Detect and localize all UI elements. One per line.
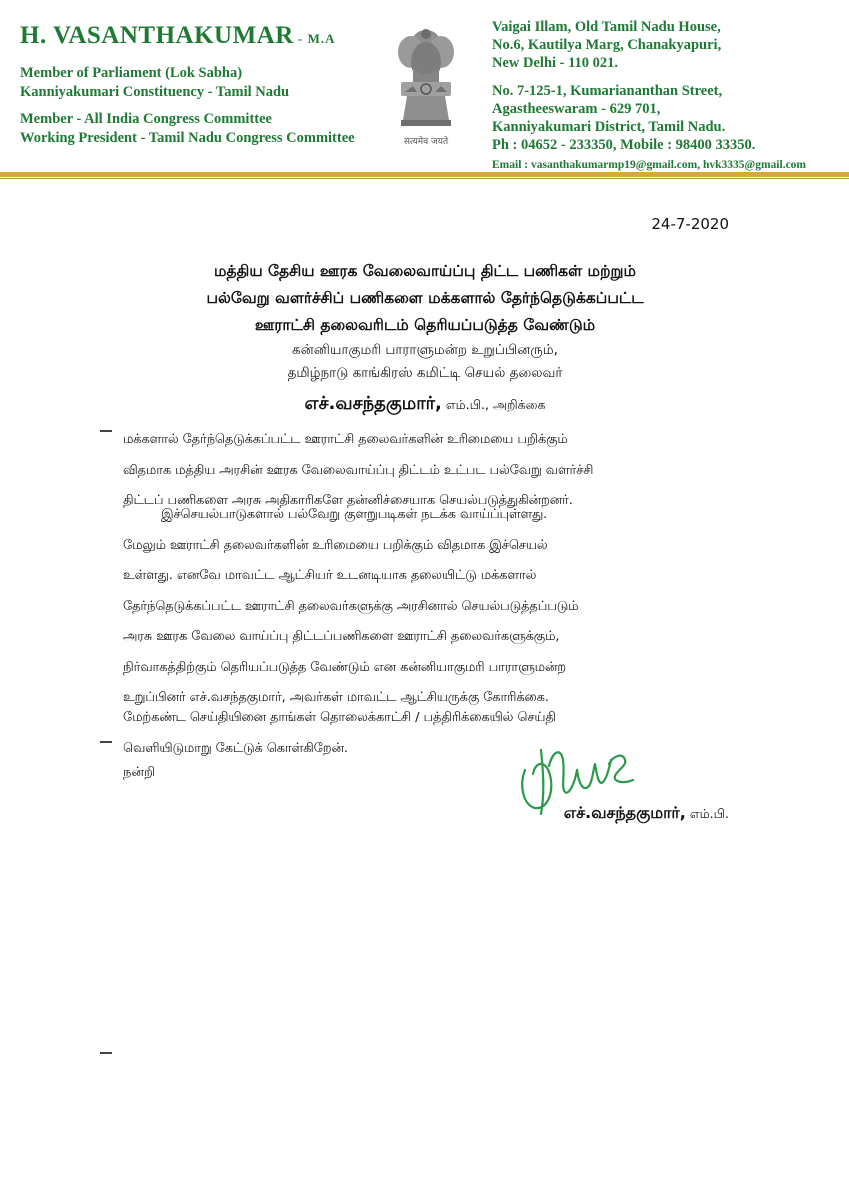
paragraph-2-line: தேர்ந்தெடுக்கப்பட்ட ஊராட்சி தலைவர்களுக்கு அரசினால் செயல்படுத்தப்படும் bbox=[123, 598, 579, 614]
address-delhi-line-2: No.6, Kautilya Marg, Chanakyapuri, bbox=[492, 37, 722, 53]
email-line: Email : vasanthakumarmp19@gmail.com, hvk3335@gmail.com bbox=[492, 159, 807, 171]
paragraph-2-line: மேலும் ஊராட்சி தலைவர்களின் உரிமையை பறிக்கும் விதமாக இச்செயல் bbox=[123, 537, 548, 553]
emblem-motto: सत्यमेव जयते bbox=[403, 137, 449, 147]
phone-line: Ph : 04652 - 233350, Mobile : 98400 33350. bbox=[492, 137, 756, 153]
paragraph-2 bbox=[123, 500, 731, 714]
letterhead-name-suffix: - M.A bbox=[293, 31, 336, 46]
issuer-line bbox=[100, 393, 750, 416]
subtitle-line-2: தமிழ்நாடு காங்கிரஸ் கமிட்டி செயல் தலைவர் bbox=[287, 365, 563, 381]
signatory-block bbox=[564, 803, 729, 824]
paragraph-2-line: உறுப்பினர் எச்.வசந்தகுமார், அவர்கள் மாவட்ட ஆட்சியருக்கு கோரிக்கை. bbox=[123, 690, 549, 705]
issuer-name: எச்.வசந்தகுமார், bbox=[304, 393, 442, 414]
letterhead-name: H. VASANTHAKUMAR - M.A bbox=[20, 22, 336, 49]
letterhead-divider-thin bbox=[0, 178, 849, 179]
role-constituency: Kanniyakumari Constituency - Tamil Nadu bbox=[20, 84, 290, 100]
paragraph-2-line: இச்செயல்பாடுகளால் பல்வேறு குளறுபடிகள் நடக்க வாய்ப்புள்ளது. bbox=[161, 507, 548, 522]
paragraph-3-line: மேற்கண்ட செய்தியினை தாங்கள் தொலைக்காட்சி / பத்திரிக்கையில் செய்தி bbox=[123, 710, 556, 725]
punch-mark bbox=[100, 1052, 112, 1054]
issuer-note: எம்.பி., அறிக்கை bbox=[441, 397, 546, 412]
letterhead-divider bbox=[0, 172, 849, 177]
paragraph-1-line: திட்டப் பணிகளை அரசு அதிகாரிகளே தன்னிச்சையாக செயல்படுத்துகின்றனர். bbox=[123, 493, 573, 508]
paragraph-2-line: அரசு ஊரக வேலை வாய்ப்பு திட்டப்பணிகளை ஊராட்சி தலைவர்களுக்கும், bbox=[123, 629, 560, 644]
address-delhi-line-1: Vaigai Illam, Old Tamil Nadu House, bbox=[492, 19, 721, 35]
signatory-suffix: எம்.பி. bbox=[685, 806, 729, 821]
role-tncc: Working President - Tamil Nadu Congress Committee bbox=[20, 130, 355, 146]
subtitle-line-1: கன்னியாகுமரி பாராளுமன்ற உறுப்பினரும், bbox=[292, 342, 558, 358]
lion-capital-icon bbox=[391, 20, 461, 132]
punch-mark bbox=[100, 430, 112, 432]
title-line-1: மத்திய தேசிய ஊரக வேலைவாய்ப்பு திட்ட பணிகள் மற்றும் bbox=[214, 262, 636, 280]
title-line-3: ஊராட்சி தலைவரிடம் தெரியப்படுத்த வேண்டும் bbox=[254, 316, 596, 334]
paragraph-2-line: உள்ளது. எனவே மாவட்ட ஆட்சியர் உடனடியாக தலையிட்டு மக்களால் bbox=[123, 568, 537, 583]
letterhead-left bbox=[20, 22, 380, 148]
address-local-line-2: Agastheeswaram - 629 701, bbox=[492, 101, 661, 117]
address-delhi-line-3: New Delhi - 110 021. bbox=[492, 55, 619, 71]
title-line-2: பல்வேறு வளர்ச்சிப் பணிகளை மக்களால் தேர்ந்தெடுக்கப்பட்ட bbox=[206, 289, 644, 307]
paragraph-1-line: மக்களால் தேர்ந்தெடுக்கப்பட்ட ஊராட்சி தலைவர்களின் உரிமையை பறிக்கும் bbox=[123, 432, 568, 447]
statement-heading bbox=[100, 258, 750, 416]
letterhead-addresses bbox=[492, 18, 837, 174]
role-aicc: Member - All India Congress Committee bbox=[20, 111, 272, 127]
paragraph-3-line: வெளியிடுமாறு கேட்டுக் கொள்கிறேன். bbox=[123, 740, 348, 756]
national-emblem bbox=[380, 20, 472, 152]
thanks-text: நன்றி bbox=[123, 765, 156, 780]
letter-date: 24-7-2020 bbox=[651, 215, 729, 233]
paragraph-1-line: விதமாக மத்திய அரசின் ஊரக வேலைவாய்ப்பு திட்டம் உட்பட பல்வேறு வளர்ச்சி bbox=[123, 462, 594, 478]
paragraph-2-line: நிர்வாகத்திற்கும் தெரியப்படுத்த வேண்டும் என கன்னியாகுமரி பாராளுமன்ற bbox=[123, 659, 567, 675]
address-local-line-3: Kanniyakumari District, Tamil Nadu. bbox=[492, 119, 726, 135]
address-local-line-1: No. 7-125-1, Kumariananthan Street, bbox=[492, 83, 723, 99]
role-mp: Member of Parliament (Lok Sabha) bbox=[20, 65, 243, 81]
punch-mark bbox=[100, 741, 112, 743]
signatory-name: எச்.வசந்தகுமார், bbox=[563, 803, 686, 822]
